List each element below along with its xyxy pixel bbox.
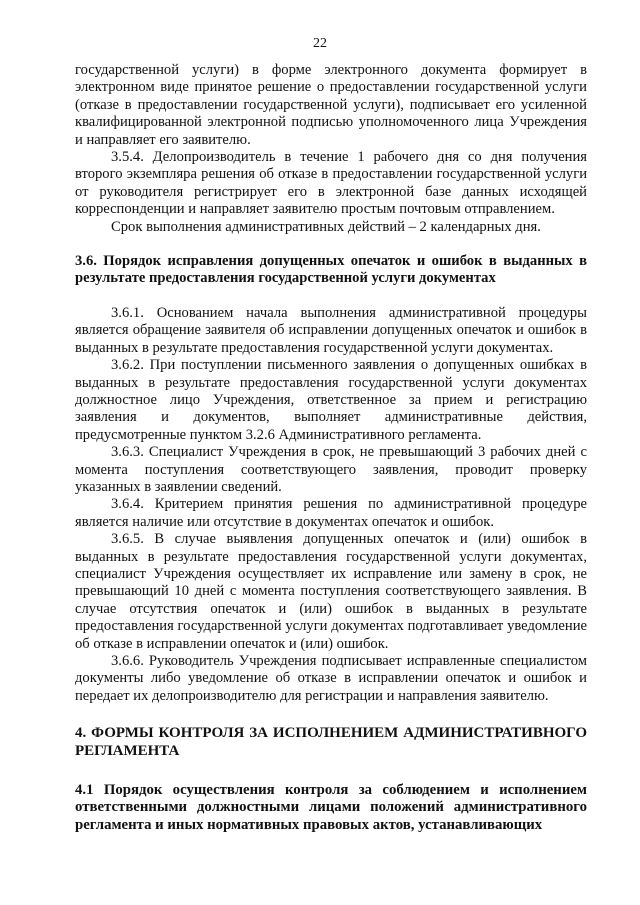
page-number: 22 xyxy=(313,36,327,51)
paragraph-3-6-5: 3.6.5. В случае выявления допущенных опечаток и (или) ошибок в выданных в результате предоставления государственной услуги документах, специалист Учреждения осуществляет их исправление или замену в срок, не превышающий 10 дней с момента поступления соответствующего заявления. В случае отсутствия опечаток и (или) ошибок в выданных в результате предоставления государственной услуги документах подготавливает уведомление об отказе в исправлении опечаток и (или) ошибок. xyxy=(75,531,587,652)
paragraph-deadline: Срок выполнения административных действий – 2 календарных дня. xyxy=(111,218,541,235)
document-body xyxy=(75,62,587,834)
section-heading-3-6: 3.6. Порядок исправления допущенных опечаток и ошибок в выданных в результате предоставления государственной услуги документах xyxy=(75,253,587,287)
paragraph-3-5-4: 3.5.4. Делопроизводитель в течение 1 рабочего дня со дня получения второго экземпляра решения об отказе в предоставлении государственной услуги от руководителя регистрирует его в электронной базе данных исходящей корреспонденции и направляет заявителю простым почтовым отправлением. xyxy=(75,149,587,218)
paragraph-3-6-1: 3.6.1. Основанием начала выполнения административной процедуры является обращение заявителя об исправлении допущенных опечаток и ошибок в выданных в результате предоставления государственной услуги документах. xyxy=(75,304,587,356)
chapter-heading-4: 4. ФОРМЫ КОНТРОЛЯ ЗА ИСПОЛНЕНИЕМ АДМИНИСТРАТИВНОГО РЕГЛАМЕНТА xyxy=(75,725,587,759)
paragraph-3-6-2: 3.6.2. При поступлении письменного заявления о допущенных ошибках в выданных в результате предоставления государственной услуги документах должностное лицо Учреждения, ответственное за прием и регистрацию заявления и документов, выполняет административные действия, предусмотренные пунктом 3.2.6 Административного регламента. xyxy=(75,357,587,443)
section-heading-4-1: 4.1 Порядок осуществления контроля за соблюдением и исполнением ответственными должностными лицами положений административного регламента и иных нормативных правовых актов, устанавливающих xyxy=(75,782,587,833)
paragraph-continuation: государственной услуги) в форме электронного документа формирует в электронном виде принятое решение о предоставлении государственной услуги (отказе в предоставлении государственной услуги), подписывает его усиленной квалифицированной электронной подписью уполномоченного лица Учреждения и направляет его заявителю. xyxy=(75,62,587,148)
paragraph-3-6-3: 3.6.3. Специалист Учреждения в срок, не превышающий 3 рабочих дней с момента поступления соответствующего заявления, проводит проверку указанных в заявлении сведений. xyxy=(75,444,587,495)
paragraph-3-6-4: 3.6.4. Критерием принятия решения по административной процедуре является наличие или отсутствие в документах опечаток и ошибок. xyxy=(75,496,587,530)
paragraph-3-6-6: 3.6.6. Руководитель Учреждения подписывает исправленные специалистом документы либо уведомление об отказе в исправлении опечаток и ошибок и передает их делопроизводителю для регистрации и направления заявителю. xyxy=(75,653,587,704)
